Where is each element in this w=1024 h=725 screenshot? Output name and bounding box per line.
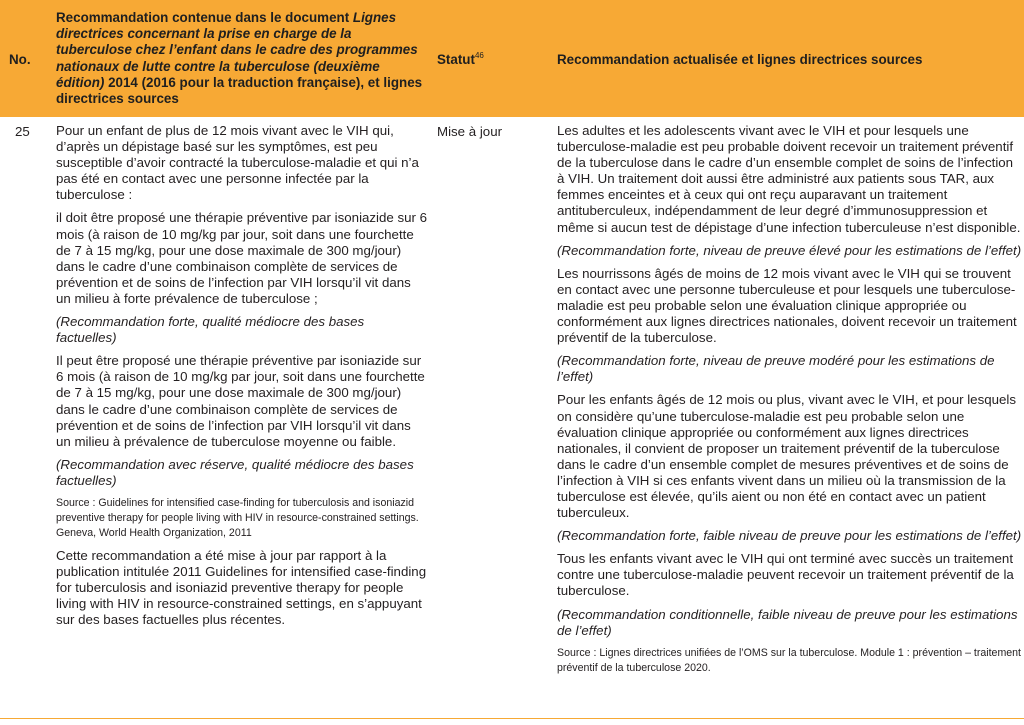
header-no: No.: [9, 52, 31, 67]
right-source: Source : Lignes directrices unifiées de l’OMS sur la tuberculose. Module 1 : prévention – traitement préventif de la tuberculose 2020.: [557, 646, 1022, 674]
left-paragraph: Il peut être proposé une thérapie préventive par isoniazide sur 6 mois (à raison de 10 mg/kg par jour, soit dans une fourchette de 7 à 15 mg/kg, pour une dose maximale de 300 mg/jour) dans le cadre d’une combinaison complète de services de prévention et de soins de l’infection par VIH lorsqu’il vit dans un milieu à prévalence de tuberculose moyenne ou faible.: [56, 353, 425, 449]
original-recommendation: [56, 123, 428, 635]
footnote-ref: 46: [474, 51, 484, 60]
header-rec-title: Lignes directrices concernant la prise en charge de la tuberculose chez l’enfant dans le cadre des programmes nationaux de lutte contre la tuberculose (deuxième édition): [56, 10, 418, 90]
right-strength-note: (Recommandation conditionnelle, faible niveau de preuve pour les estimations de l’effet): [557, 606, 1018, 638]
right-strength-note: (Recommandation forte, faible niveau de preuve pour les estimations de l’effet): [557, 528, 1022, 544]
updated-recommendation: [557, 123, 1023, 683]
header-recommendation: [56, 10, 426, 107]
row-status: Mise à jour: [437, 124, 503, 139]
header-updated: Recommandation actualisée et lignes directrices sources: [557, 52, 923, 67]
table-bottom-rule: [0, 718, 1024, 719]
left-strength-note: (Recommandation forte, qualité médiocre des bases factuelles): [56, 314, 365, 346]
left-paragraph: il doit être proposé une thérapie préventive par isoniazide sur 6 mois (à raison de 10 mg/kg par jour, soit dans une fourchette de 7 à 15 mg/kg, pour une dose maximale de 300 mg/jour) dans le cadre d’une combinaison complète de services de prévention et de soins de l’infection par VIH lorsqu’il vit dans un milieu à forte prévalence de tuberculose ;: [56, 210, 428, 306]
left-strength-note: (Recommandation avec réserve, qualité médiocre des bases factuelles): [56, 456, 414, 488]
table-header: [0, 0, 1024, 117]
header-status-label: Statut: [437, 52, 475, 67]
header-status: [437, 52, 484, 68]
row-number: 25: [15, 124, 30, 139]
right-strength-note: (Recommandation forte, niveau de preuve modéré pour les estimations de l’effet): [557, 353, 995, 385]
right-paragraph: Pour les enfants âgés de 12 mois ou plus, vivant avec le VIH, et pour lesquels on considère qu’une tuberculose-maladie est peu probable selon une évaluation clinique appropriée ou conformément aux lignes directrices nationales, il convient de proposer un traitement préventif de la tuberculose dans le cadre d’un ensemble complet de mesures préventives et de soins de l’infection à VIH si ces enfants vivent dans un milieu où la transmission de la tuberculose est élevée, qu’ils aient ou non été en contact avec un patient tuberculeux.: [557, 392, 1017, 521]
header-rec-line1: Recommandation contenue dans le document: [56, 10, 350, 25]
right-strength-note: (Recommandation forte, niveau de preuve élevé pour les estimations de l’effet): [557, 242, 1022, 258]
left-paragraph: Cette recommandation a été mise à jour par rapport à la publication intitulée 2011 Guidelines for intensified case-finding for tuberculosis and isoniazid preventive therapy for people living with HIV in resource-constrained settings, en s’appuyant sur des bases factuelles plus récentes.: [56, 547, 427, 628]
left-paragraph: Pour un enfant de plus de 12 mois vivant avec le VIH qui, d’après un dépistage basé sur les symptômes, est peu susceptible d’avoir contracté la tuberculose-maladie et qui n’a pas été en contact avec une personne infectée par la tuberculose :: [56, 123, 419, 203]
right-paragraph: Tous les enfants vivant avec le VIH qui ont terminé avec succès un traitement contre une tuberculose-maladie peuvent recevoir un traitement préventif de la tuberculose.: [557, 551, 1014, 599]
left-source: Source : Guidelines for intensified case-finding for tuberculosis and isoniazid preventive therapy for people living with HIV in resource-constrained settings. Geneva, World Health Organization, 2011: [56, 496, 419, 539]
right-paragraph: Les adultes et les adolescents vivant avec le VIH et pour lesquels une tuberculose-maladie est peu probable doivent recevoir un traitement préventif de la tuberculose dans le cadre d’un ensemble complet de soins de l’infection à VIH. Un traitement doit aussi être administré aux patients sous TAR, aux femmes enceintes et à ceux qui ont reçu auparavant un traitement antituberculeux, indépendamment de leur degré d’immunosuppression et même si aucun test de dépistage d’une infection tuberculeuse n’est disponible.: [557, 123, 1021, 235]
right-paragraph: Les nourrissons âgés de moins de 12 mois vivant avec le VIH qui se trouvent en contact avec une personne tuberculeuse et pour lesquels une tuberculose-maladie est peu probable selon une évaluation clinique appropriée ou conformément aux lignes directrices nationales, doivent recevoir un traitement préventif de la tuberculose.: [557, 265, 1017, 346]
header-rec-rest: 2014 (2016 pour la traduction française), et lignes directrices sources: [56, 74, 423, 107]
